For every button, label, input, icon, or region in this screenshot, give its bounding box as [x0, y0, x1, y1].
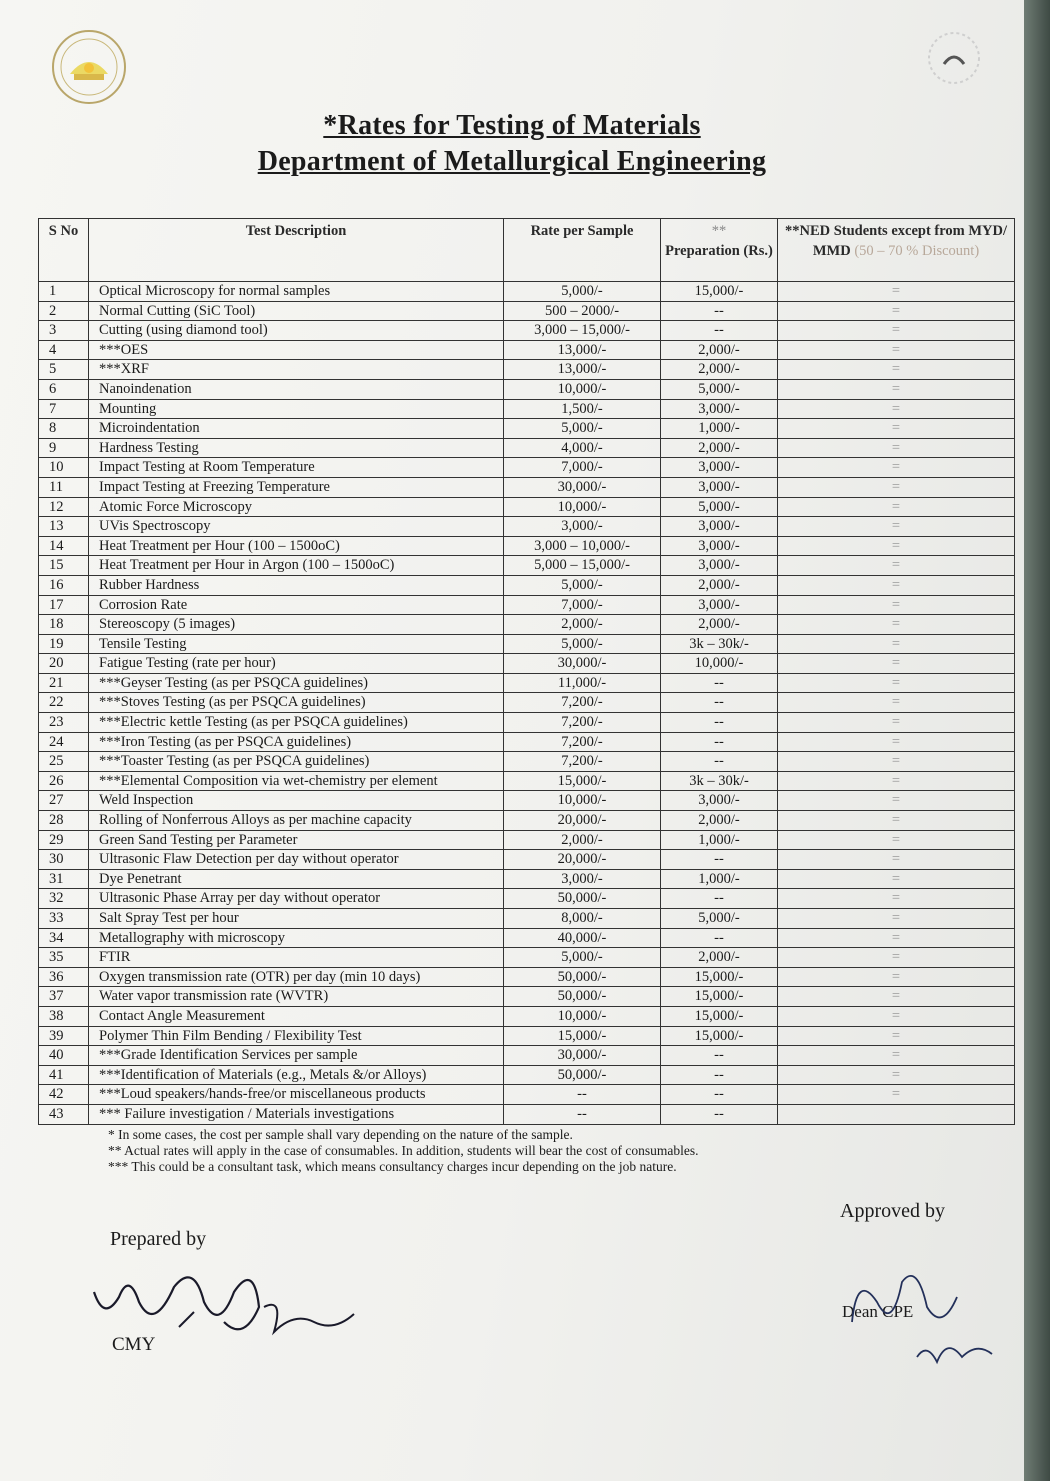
row-preparation: 3k – 30k/-	[661, 634, 778, 654]
row-description: ***Loud speakers/hands-free/or miscellaneous products	[89, 1085, 504, 1105]
row-number: 18	[39, 615, 89, 635]
row-number: 27	[39, 791, 89, 811]
row-rate: 50,000/-	[504, 987, 661, 1007]
row-number: 26	[39, 771, 89, 791]
row-ned-discount: =	[778, 713, 1015, 733]
row-ned-discount: =	[778, 477, 1015, 497]
table-row	[39, 654, 1015, 674]
table-row	[39, 301, 1015, 321]
row-rate: 2,000/-	[504, 615, 661, 635]
header-ned-label: **NED Students except from MYD/ MMD	[784, 223, 1008, 259]
row-description: Tensile Testing	[89, 634, 504, 654]
row-preparation: --	[661, 850, 778, 870]
row-ned-discount: =	[778, 340, 1015, 360]
row-description: Corrosion Rate	[89, 595, 504, 615]
row-rate: 10,000/-	[504, 379, 661, 399]
page-title: *Rates for Testing of Materials	[323, 110, 701, 141]
table-row	[39, 752, 1015, 772]
row-rate: 30,000/-	[504, 477, 661, 497]
row-preparation: 2,000/-	[661, 615, 778, 635]
row-ned-discount: =	[778, 830, 1015, 850]
approver-signature-icon	[832, 1262, 1022, 1382]
row-rate: 7,000/-	[504, 458, 661, 478]
row-description: ***Geyser Testing (as per PSQCA guidelines)	[89, 673, 504, 693]
row-preparation: --	[661, 673, 778, 693]
row-number: 11	[39, 477, 89, 497]
table-row	[39, 595, 1015, 615]
row-number: 23	[39, 713, 89, 733]
row-rate: 50,000/-	[504, 967, 661, 987]
row-description: ***Elemental Composition via wet-chemistry per element	[89, 771, 504, 791]
approved-by-label: Approved by	[840, 1200, 945, 1222]
table-row	[39, 693, 1015, 713]
footnote-1: * In some cases, the cost per sample shall vary depending on the nature of the sample.	[108, 1127, 573, 1142]
row-preparation: 5,000/-	[661, 497, 778, 517]
row-preparation: --	[661, 693, 778, 713]
row-number: 25	[39, 752, 89, 772]
header-rate: Rate per Sample	[504, 219, 661, 282]
row-rate: 5,000/-	[504, 634, 661, 654]
row-ned-discount: =	[778, 360, 1015, 380]
table-header-row	[39, 219, 1015, 282]
header-preparation-label: Preparation (Rs.)	[665, 243, 773, 259]
row-rate: 5,000/-	[504, 419, 661, 439]
row-ned-discount: =	[778, 615, 1015, 635]
table-row	[39, 379, 1015, 399]
row-ned-discount: =	[778, 869, 1015, 889]
row-preparation: 5,000/-	[661, 379, 778, 399]
row-number: 43	[39, 1104, 89, 1124]
row-ned-discount: =	[778, 771, 1015, 791]
row-rate: 10,000/-	[504, 1006, 661, 1026]
preparer-name: CMY	[112, 1334, 156, 1355]
row-number: 4	[39, 340, 89, 360]
page-subtitle: Department of Metallurgical Engineering	[257, 146, 767, 177]
table-row	[39, 1104, 1015, 1124]
row-ned-discount: =	[778, 811, 1015, 831]
table-row	[39, 536, 1015, 556]
row-number: 1	[39, 282, 89, 302]
row-number: 17	[39, 595, 89, 615]
row-preparation: --	[661, 928, 778, 948]
row-ned-discount: =	[778, 1085, 1015, 1105]
row-description: Ultrasonic Phase Array per day without operator	[89, 889, 504, 909]
row-number: 16	[39, 575, 89, 595]
row-rate: 30,000/-	[504, 654, 661, 674]
table-row	[39, 321, 1015, 341]
row-rate: 20,000/-	[504, 850, 661, 870]
row-ned-discount: =	[778, 321, 1015, 341]
row-preparation: 3,000/-	[661, 791, 778, 811]
row-ned-discount: =	[778, 987, 1015, 1007]
row-description: Nanoindenation	[89, 379, 504, 399]
row-description: Metallography with microscopy	[89, 928, 504, 948]
row-description: Contact Angle Measurement	[89, 1006, 504, 1026]
row-rate: 5,000 – 15,000/-	[504, 556, 661, 576]
table-row	[39, 1026, 1015, 1046]
row-description: Oxygen transmission rate (OTR) per day (min 10 days)	[89, 967, 504, 987]
row-preparation: --	[661, 732, 778, 752]
row-rate: 7,200/-	[504, 713, 661, 733]
row-preparation: 10,000/-	[661, 654, 778, 674]
row-rate: 3,000/-	[504, 517, 661, 537]
row-preparation: 3,000/-	[661, 458, 778, 478]
row-number: 2	[39, 301, 89, 321]
row-rate: 500 – 2000/-	[504, 301, 661, 321]
table-row	[39, 517, 1015, 537]
table-row	[39, 556, 1015, 576]
table-row	[39, 713, 1015, 733]
row-description: Normal Cutting (SiC Tool)	[89, 301, 504, 321]
header-description: Test Description	[89, 219, 504, 282]
row-rate: --	[504, 1085, 661, 1105]
row-ned-discount: =	[778, 458, 1015, 478]
row-rate: 10,000/-	[504, 497, 661, 517]
row-ned-discount: =	[778, 282, 1015, 302]
table-row	[39, 967, 1015, 987]
row-number: 22	[39, 693, 89, 713]
table-row	[39, 948, 1015, 968]
row-description: ***Identification of Materials (e.g., Metals &/or Alloys)	[89, 1065, 504, 1085]
row-rate: 50,000/-	[504, 1065, 661, 1085]
row-number: 3	[39, 321, 89, 341]
row-description: Dye Penetrant	[89, 869, 504, 889]
row-description: Green Sand Testing per Parameter	[89, 830, 504, 850]
table-row	[39, 673, 1015, 693]
row-ned-discount: =	[778, 693, 1015, 713]
table-row	[39, 811, 1015, 831]
row-rate: 7,200/-	[504, 732, 661, 752]
table-row	[39, 889, 1015, 909]
row-rate: 13,000/-	[504, 340, 661, 360]
row-preparation: --	[661, 713, 778, 733]
row-ned-discount: =	[778, 419, 1015, 439]
table-row	[39, 1085, 1015, 1105]
row-description: *** Failure investigation / Materials investigations	[89, 1104, 504, 1124]
row-ned-discount: =	[778, 438, 1015, 458]
row-preparation: 3,000/-	[661, 595, 778, 615]
row-ned-discount: =	[778, 497, 1015, 517]
row-number: 36	[39, 967, 89, 987]
row-ned-discount: =	[778, 654, 1015, 674]
row-description: FTIR	[89, 948, 504, 968]
table-row	[39, 497, 1015, 517]
row-number: 21	[39, 673, 89, 693]
table-row	[39, 419, 1015, 439]
row-ned-discount: =	[778, 732, 1015, 752]
table-row	[39, 791, 1015, 811]
row-ned-discount: =	[778, 889, 1015, 909]
row-number: 29	[39, 830, 89, 850]
row-preparation: 5,000/-	[661, 909, 778, 929]
row-description: Mounting	[89, 399, 504, 419]
row-number: 32	[39, 889, 89, 909]
row-number: 37	[39, 987, 89, 1007]
row-rate: 40,000/-	[504, 928, 661, 948]
row-number: 28	[39, 811, 89, 831]
table-row	[39, 340, 1015, 360]
row-rate: 20,000/-	[504, 811, 661, 831]
table-row	[39, 438, 1015, 458]
row-description: ***OES	[89, 340, 504, 360]
row-preparation: --	[661, 1065, 778, 1085]
row-description: Heat Treatment per Hour in Argon (100 – 1500oC)	[89, 556, 504, 576]
row-description: Rolling of Nonferrous Alloys as per machine capacity	[89, 811, 504, 831]
row-description: ***Toaster Testing (as per PSQCA guidelines)	[89, 752, 504, 772]
header-emblem-icon	[926, 30, 982, 86]
row-ned-discount: =	[778, 1006, 1015, 1026]
row-preparation: 1,000/-	[661, 830, 778, 850]
row-rate: 5,000/-	[504, 282, 661, 302]
header-sno: S No	[39, 219, 89, 282]
rates-table-body	[39, 282, 1015, 1125]
row-ned-discount: =	[778, 595, 1015, 615]
header-preparation-mark: **	[711, 223, 727, 239]
row-ned-discount	[778, 1104, 1015, 1124]
row-preparation: 15,000/-	[661, 967, 778, 987]
row-number: 19	[39, 634, 89, 654]
row-preparation: 2,000/-	[661, 575, 778, 595]
row-preparation: 3,000/-	[661, 536, 778, 556]
row-rate: 11,000/-	[504, 673, 661, 693]
row-preparation: 2,000/-	[661, 438, 778, 458]
row-rate: 15,000/-	[504, 1026, 661, 1046]
row-preparation: --	[661, 752, 778, 772]
table-row	[39, 1046, 1015, 1066]
background-surface	[1024, 0, 1050, 1481]
row-number: 8	[39, 419, 89, 439]
row-number: 6	[39, 379, 89, 399]
row-description: Impact Testing at Room Temperature	[89, 458, 504, 478]
row-preparation: --	[661, 301, 778, 321]
row-preparation: 2,000/-	[661, 340, 778, 360]
row-preparation: 3,000/-	[661, 399, 778, 419]
row-ned-discount: =	[778, 1046, 1015, 1066]
row-rate: 7,000/-	[504, 595, 661, 615]
row-ned-discount: =	[778, 556, 1015, 576]
row-rate: 5,000/-	[504, 948, 661, 968]
table-row	[39, 850, 1015, 870]
row-ned-discount: =	[778, 673, 1015, 693]
table-row	[39, 399, 1015, 419]
row-ned-discount: =	[778, 752, 1015, 772]
row-rate: 8,000/-	[504, 909, 661, 929]
table-row	[39, 830, 1015, 850]
row-number: 10	[39, 458, 89, 478]
row-rate: 2,000/-	[504, 830, 661, 850]
row-preparation: --	[661, 1104, 778, 1124]
row-preparation: 3,000/-	[661, 477, 778, 497]
row-rate: 1,500/-	[504, 399, 661, 419]
row-description: Ultrasonic Flaw Detection per day without operator	[89, 850, 504, 870]
row-description: ***Iron Testing (as per PSQCA guidelines)	[89, 732, 504, 752]
row-number: 9	[39, 438, 89, 458]
row-number: 5	[39, 360, 89, 380]
table-row	[39, 909, 1015, 929]
row-rate: 7,200/-	[504, 693, 661, 713]
row-number: 33	[39, 909, 89, 929]
row-description: Fatigue Testing (rate per hour)	[89, 654, 504, 674]
prepared-by-label: Prepared by	[110, 1228, 207, 1250]
table-row	[39, 634, 1015, 654]
row-rate: 15,000/-	[504, 771, 661, 791]
row-ned-discount: =	[778, 399, 1015, 419]
row-number: 39	[39, 1026, 89, 1046]
row-description: Optical Microscopy for normal samples	[89, 282, 504, 302]
table-row	[39, 615, 1015, 635]
row-rate: 50,000/-	[504, 889, 661, 909]
row-preparation: 2,000/-	[661, 948, 778, 968]
row-description: Cutting (using diamond tool)	[89, 321, 504, 341]
header-ned-students	[778, 219, 1015, 282]
row-ned-discount: =	[778, 379, 1015, 399]
row-preparation: 2,000/-	[661, 811, 778, 831]
row-ned-discount: =	[778, 909, 1015, 929]
row-ned-discount: =	[778, 575, 1015, 595]
row-description: Atomic Force Microscopy	[89, 497, 504, 517]
row-preparation: 1,000/-	[661, 869, 778, 889]
row-description: Rubber Hardness	[89, 575, 504, 595]
row-description: Weld Inspection	[89, 791, 504, 811]
header-ned-discount: (50 – 70 % Discount)	[854, 243, 980, 259]
row-number: 40	[39, 1046, 89, 1066]
row-description: Impact Testing at Freezing Temperature	[89, 477, 504, 497]
row-number: 41	[39, 1065, 89, 1085]
row-rate: 30,000/-	[504, 1046, 661, 1066]
row-preparation: --	[661, 1085, 778, 1105]
row-rate: 3,000 – 10,000/-	[504, 536, 661, 556]
row-rate: --	[504, 1104, 661, 1124]
row-preparation: 15,000/-	[661, 1026, 778, 1046]
row-number: 38	[39, 1006, 89, 1026]
table-row	[39, 928, 1015, 948]
row-rate: 3,000 – 15,000/-	[504, 321, 661, 341]
footnotes	[108, 1127, 699, 1175]
row-preparation: --	[661, 1046, 778, 1066]
row-ned-discount: =	[778, 1065, 1015, 1085]
row-description: Stereoscopy (5 images)	[89, 615, 504, 635]
row-number: 34	[39, 928, 89, 948]
row-number: 20	[39, 654, 89, 674]
row-description: Microindentation	[89, 419, 504, 439]
table-row	[39, 987, 1015, 1007]
row-description: UVis Spectroscopy	[89, 517, 504, 537]
row-ned-discount: =	[778, 634, 1015, 654]
row-number: 15	[39, 556, 89, 576]
table-row	[39, 477, 1015, 497]
row-preparation: 3,000/-	[661, 517, 778, 537]
row-preparation: 3k – 30k/-	[661, 771, 778, 791]
row-ned-discount: =	[778, 850, 1015, 870]
row-ned-discount: =	[778, 791, 1015, 811]
row-number: 42	[39, 1085, 89, 1105]
table-row	[39, 458, 1015, 478]
row-description: ***Electric kettle Testing (as per PSQCA guidelines)	[89, 713, 504, 733]
row-preparation: 15,000/-	[661, 987, 778, 1007]
row-number: 31	[39, 869, 89, 889]
row-description: ***XRF	[89, 360, 504, 380]
row-preparation: --	[661, 321, 778, 341]
row-rate: 5,000/-	[504, 575, 661, 595]
row-number: 24	[39, 732, 89, 752]
row-rate: 7,200/-	[504, 752, 661, 772]
row-preparation: 15,000/-	[661, 282, 778, 302]
row-description: Polymer Thin Film Bending / Flexibility Test	[89, 1026, 504, 1046]
table-row	[39, 732, 1015, 752]
table-row	[39, 869, 1015, 889]
row-ned-discount: =	[778, 301, 1015, 321]
row-description: Water vapor transmission rate (WVTR)	[89, 987, 504, 1007]
table-row	[39, 575, 1015, 595]
row-number: 30	[39, 850, 89, 870]
row-description: ***Grade Identification Services per sample	[89, 1046, 504, 1066]
row-preparation: 15,000/-	[661, 1006, 778, 1026]
row-number: 7	[39, 399, 89, 419]
row-description: Salt Spray Test per hour	[89, 909, 504, 929]
table-row	[39, 360, 1015, 380]
row-ned-discount: =	[778, 517, 1015, 537]
table-row	[39, 1065, 1015, 1085]
row-ned-discount: =	[778, 536, 1015, 556]
row-ned-discount: =	[778, 1026, 1015, 1046]
row-description: Heat Treatment per Hour (100 – 1500oC)	[89, 536, 504, 556]
row-rate: 13,000/-	[504, 360, 661, 380]
row-preparation: 3,000/-	[661, 556, 778, 576]
header-preparation	[661, 219, 778, 282]
table-row	[39, 1006, 1015, 1026]
approver-title: Dean CPE	[842, 1302, 914, 1321]
row-preparation: 2,000/-	[661, 360, 778, 380]
rates-table	[38, 218, 1015, 1125]
row-ned-discount: =	[778, 928, 1015, 948]
row-description: ***Stoves Testing (as per PSQCA guidelines)	[89, 693, 504, 713]
table-row	[39, 282, 1015, 302]
row-rate: 10,000/-	[504, 791, 661, 811]
row-rate: 4,000/-	[504, 438, 661, 458]
row-number: 14	[39, 536, 89, 556]
row-preparation: --	[661, 889, 778, 909]
row-ned-discount: =	[778, 948, 1015, 968]
footnote-3: *** This could be a consultant task, which means consultancy charges incur depending on the job nature.	[108, 1159, 677, 1174]
row-number: 12	[39, 497, 89, 517]
row-preparation: 1,000/-	[661, 419, 778, 439]
row-number: 35	[39, 948, 89, 968]
row-number: 13	[39, 517, 89, 537]
footnote-2: ** Actual rates will apply in the case of consumables. In addition, students will bear the cost of consumables.	[108, 1143, 699, 1158]
row-rate: 3,000/-	[504, 869, 661, 889]
row-description: Hardness Testing	[89, 438, 504, 458]
row-ned-discount: =	[778, 967, 1015, 987]
table-row	[39, 771, 1015, 791]
university-logo-icon	[50, 28, 128, 106]
